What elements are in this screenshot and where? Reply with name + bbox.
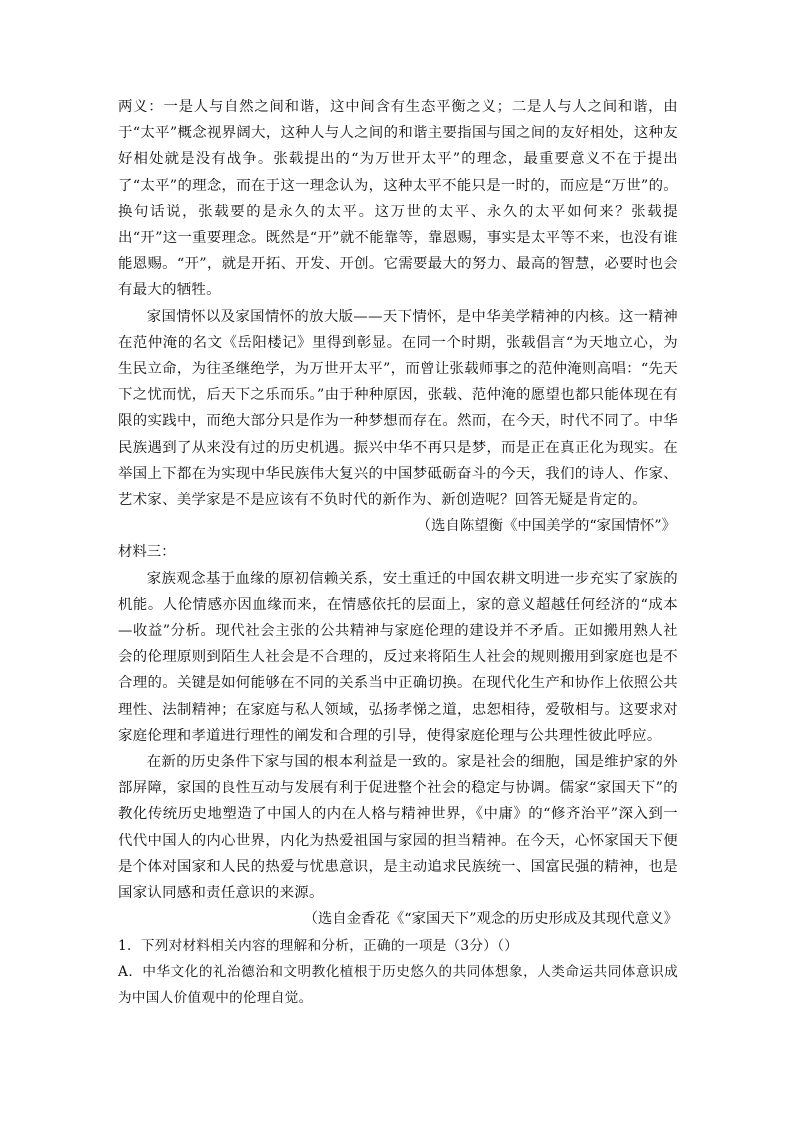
source-citation-2: （选自金香花《“家国天下”观念的历史形成及其现代意义》 <box>303 911 678 928</box>
source-citation-1: （选自陈望衡《中国美学的“家国情怀”》 <box>416 518 676 535</box>
paragraph-4: 在新的历史条件下家与国的根本利益是一致的。家是社会的细胞，国是维护家的外部屏障，家国的良性互动与发展有利于促进整个社会的稳定与协调。儒家“家国天下”的教化传统历史地塑造了中国人的内在人格与精神世界，《中庸》的“修齐治平”深入到一代代中国人的内心世界，内化为热爱祖国与家园的担当精神。在今天，心怀家国天下便是个体对国家和人民的热爱与忧患意识，是主动追求民族统一、国富民强的精神，也是国家认同感和责任意识的来源。 <box>118 754 678 902</box>
paragraph-2: 家国情怀以及家国情怀的放大版——天下情怀，是中华美学精神的内核。这一精神在范仲淹的名文《岳阳楼记》里得到彰显。在同一个时期，张载倡言“为天地立心，为生民立命，为往圣继绝学，为万世开太平”，而曾让张载师事之的范仲淹则高唱：“先天下之忧而忧，后天下之乐而乐。”由于种种原因，张载、范仲淹的愿望也都只能体现在有限的实践中，而绝大部分只是作为一种梦想而存在。然而，在今天，时代不同了。中华民族遇到了从来没有过的历史机遇。振兴中华不再只是梦，而是正在真正化为现实。在举国上下都在为实现中华民族伟大复兴的中国梦砥砺奋斗的今天，我们的诗人、作家、艺术家、美学家是不是应该有不负时代的新作为、新创造呢？回答无疑是肯定的。 <box>118 308 678 509</box>
material-three-heading: 材料三： <box>118 544 176 561</box>
paragraph-3: 家族观念基于血缘的原初信赖关系，安土重迁的中国农耕文明进一步充实了家族的机能。人伦情感亦因血缘而来，在情感依托的层面上，家的意义超越任何经济的“成本—收益”分析。现代社会主张的公共精神与家庭伦理的建设并不矛盾。正如搬用熟人社会的伦理原则到陌生人社会是不合理的，反过来将陌生人社会的规则搬用到家庭也是不合理的。关键是如何能够在不同的关系当中正确切换。在现代化生产和协作上依照公共理性、法制精神；在家庭与私人领域，弘扬孝悌之道，忠恕相待，爱敬相与。这要求对家庭伦理和孝道进行理性的阐发和合理的引导，使得家庭伦理与公共理性彼此呼应。 <box>118 570 678 744</box>
question-1-stem: 1．下列对材料相关内容的理解和分析，正确的一项是（3分）（） <box>118 937 519 954</box>
document-page <box>118 94 678 1011</box>
question-1-option-a: A．中华文化的礼治德治和文明教化植根于历史悠久的共同体想象，人类命运共同体意识成为中国人价值观中的伦理自觉。 <box>118 963 678 1006</box>
paragraph-1: 两义：一是人与自然之间和谐，这中间含有生态平衡之义；二是人与人之间和谐，由于“太平”概念视界阔大，这种人与人之间的和谐主要指国与国之间的友好相处，这种友好相处就是没有战争。张载提出的“为万世开太平”的理念，最重要意义不在于提出了“太平”的理念，而在于这一理念认为，这种太平不能只是一时的，而应是“万世”的。换句话说，张载要的是永久的太平。这万世的太平、永久的太平如何来？张载提出“开”这一重要理念。既然是“开”就不能靠等，靠恩赐，事实是太平等不来，也没有谁能恩赐。“开”，就是开拓、开发、开创。它需要最大的努力、最高的智慧，必要时也会有最大的牺牲。 <box>118 99 678 299</box>
